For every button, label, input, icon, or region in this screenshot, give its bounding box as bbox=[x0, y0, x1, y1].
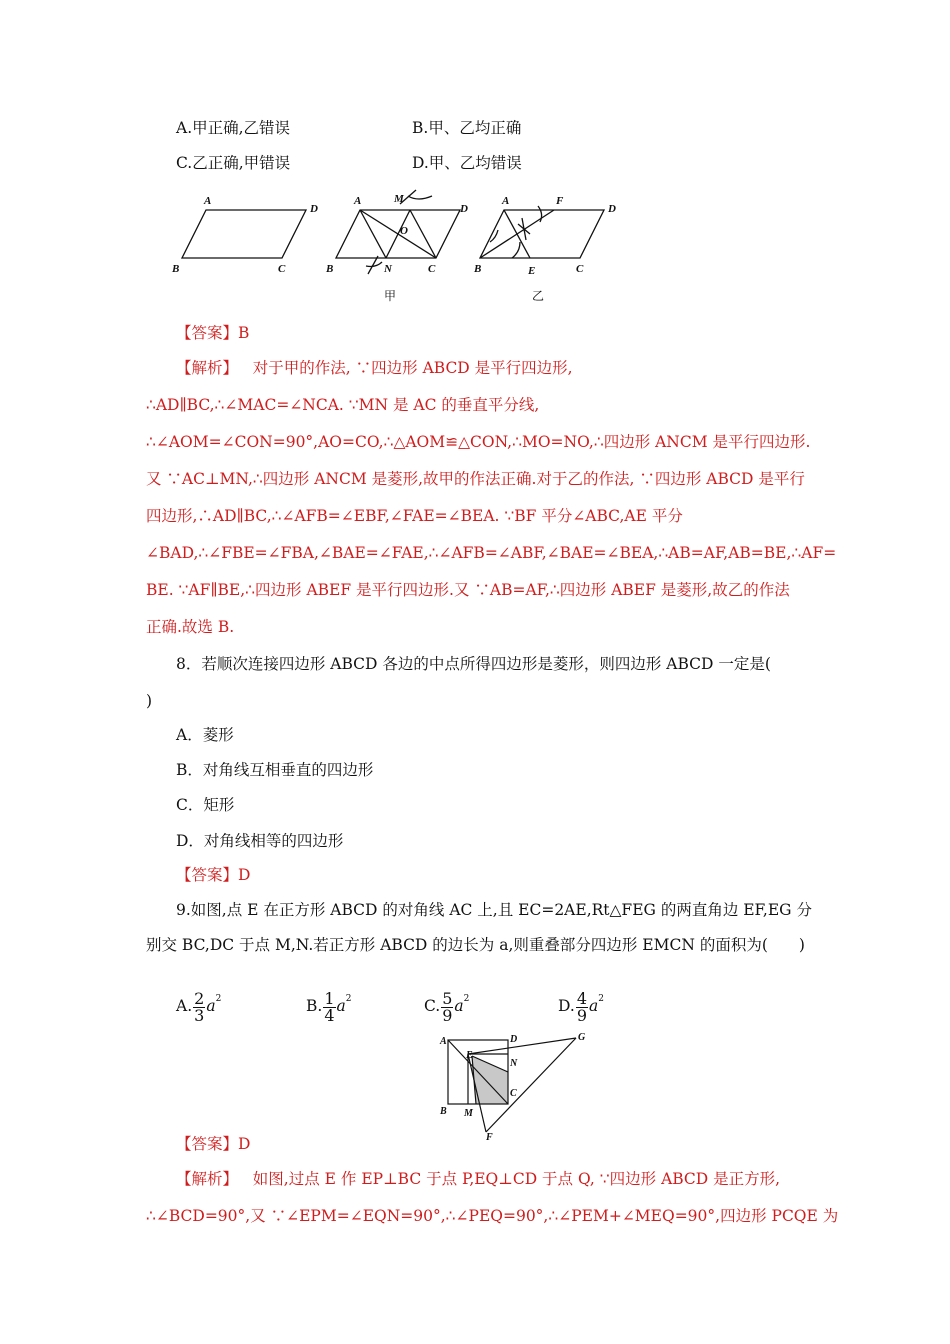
q7-analysis-line-5: 四边形,∴AD∥BC,∴∠AFB=∠EBF,∠FAE=∠BEA. ∵BF 平分∠ABC,AE 平分 bbox=[146, 507, 683, 525]
answer-value: B bbox=[238, 324, 250, 342]
q8-stem-end: ) bbox=[146, 692, 153, 710]
q9-label-n: N bbox=[510, 1058, 518, 1069]
q9-analysis-line-2: ∴∠BCD=90°,又 ∵∠EPM=∠EQN=90°,∴∠PEQ=90°,∴∠PEM+∠MEQ=90°,四边形 PCQE 为 bbox=[146, 1207, 839, 1225]
q9-label-f: F bbox=[486, 1132, 493, 1142]
fig2-label-d: D bbox=[460, 203, 468, 215]
fig2-label-b: B bbox=[326, 263, 334, 275]
analysis-tag: 【解析】 bbox=[176, 359, 239, 377]
q9-option-a: A. $\frac{2}{3}$ $a^2$ bbox=[176, 988, 222, 1025]
fig3-line-ae bbox=[504, 210, 530, 258]
q8-answer: 【答案】D bbox=[176, 866, 251, 884]
caption-yi: 乙 bbox=[532, 289, 545, 303]
q9-stem-line-1: 9.如图,点 E 在正方形 ABCD 的对角线 AC 上,且 EC=2AE,Rt△FEG 的两直角边 EF,EG 分 bbox=[176, 901, 812, 919]
fig2-label-o: O bbox=[400, 225, 408, 237]
fig3-label-b: B bbox=[474, 263, 482, 275]
q8-option-c: C．矩形 bbox=[176, 796, 235, 814]
q7-option-a: A.甲正确,乙错误 bbox=[176, 119, 291, 137]
fig3-label-d: D bbox=[608, 203, 616, 215]
fig1-label-a: A bbox=[204, 195, 212, 207]
q9-label-d: D bbox=[510, 1034, 518, 1045]
q9-analysis-line-1: 【解析】 如图,过点 E 作 EP⊥BC 于点 P,EQ⊥CD 于点 Q, ∵四边形 ABCD 是正方形, bbox=[176, 1170, 781, 1188]
q7-answer bbox=[176, 323, 249, 343]
q9-stem-line-2: 别交 BC,DC 于点 M,N.若正方形 ABCD 的边长为 a,则重叠部分四边形 EMCN 的面积为( ) bbox=[146, 936, 805, 954]
fig3-label-f: F bbox=[556, 195, 564, 207]
q7-analysis-line-8: 正确.故选 B. bbox=[146, 618, 235, 636]
fig3-label-e: E bbox=[528, 265, 536, 277]
q7-analysis-line-2: ∴AD∥BC,∴∠MAC=∠NCA. ∵MN 是 AC 的垂直平分线, bbox=[146, 396, 540, 414]
q9-answer: 【答案】D bbox=[176, 1135, 251, 1153]
fig2-label-c: C bbox=[428, 263, 436, 275]
caption-jia: 甲 bbox=[384, 289, 397, 303]
q7-option-c: C.乙正确,甲错误 bbox=[176, 154, 291, 172]
q7-option-b: B.甲、乙均正确 bbox=[412, 119, 522, 137]
fig2-label-m: M bbox=[394, 193, 404, 205]
q9-label-m: M bbox=[464, 1108, 473, 1119]
q8-option-b: B．对角线互相垂直的四边形 bbox=[176, 761, 374, 779]
fig3-label-c: C bbox=[576, 263, 584, 275]
fig1-label-c: C bbox=[278, 263, 286, 275]
fig2-line-mc bbox=[410, 210, 436, 258]
fig1-parallelogram bbox=[182, 210, 306, 258]
fig2-label-n: N bbox=[384, 263, 392, 275]
fig3-label-a: A bbox=[502, 195, 510, 207]
q7-figure bbox=[160, 182, 630, 310]
q7-analysis-line-1: 【解析】 对于甲的作法, ∵四边形 ABCD 是平行四边形, bbox=[176, 359, 573, 377]
fig1-label-b: B bbox=[172, 263, 180, 275]
q8-option-a: A．菱形 bbox=[176, 726, 234, 744]
q9-label-g: G bbox=[578, 1032, 586, 1043]
q9-label-c: C bbox=[510, 1088, 517, 1099]
q9-label-b: B bbox=[440, 1106, 447, 1117]
q7-analysis-line-6: ∠BAD,∴∠FBE=∠FBA,∠BAE=∠FAE,∴∠AFB=∠ABF,∠BAE=∠BEA,∴AB=AF,AB=BE,∴AF= bbox=[146, 544, 837, 562]
q7-option-d: D.甲、乙均错误 bbox=[412, 154, 522, 172]
fig2-line-am-n bbox=[360, 210, 386, 258]
q9-label-a: A bbox=[440, 1036, 447, 1047]
q8-stem: 8．若顺次连接四边形 ABCD 各边的中点所得四边形是菱形，则四边形 ABCD 一定是( bbox=[176, 655, 771, 673]
fig1-label-d: D bbox=[310, 203, 318, 215]
q7-analysis-line-7: BE. ∵AF∥BE,∴四边形 ABEF 是平行四边形.又 ∵AB=AF,∴四边形 ABEF 是菱形,故乙的作法 bbox=[146, 581, 790, 599]
q9-option-d: D. $\frac{4}{9}$ $a^2$ bbox=[558, 988, 604, 1025]
q9-option-b: B. $\frac{1}{4}$ $a^2$ bbox=[306, 988, 352, 1025]
q8-option-d: D．对角线相等的四边形 bbox=[176, 832, 344, 850]
q9-label-e: E bbox=[466, 1050, 473, 1061]
answer-tag: 【答案】 bbox=[176, 324, 239, 342]
q9-figure bbox=[436, 1030, 596, 1142]
q7-analysis-line-3: ∴∠AOM=∠CON=90°,AO=CO,∴△AOM≌△CON,∴MO=NO,∴四边形 ANCM 是平行四边形. bbox=[146, 433, 811, 451]
fig2-label-a: A bbox=[354, 195, 362, 207]
q7-analysis-line-4: 又 ∵AC⊥MN,∴四边形 ANCM 是菱形,故甲的作法正确.对于乙的作法, ∵四边形 ABCD 是平行 bbox=[146, 470, 805, 488]
q9-option-c: C. $\frac{5}{9}$ $a^2$ bbox=[424, 988, 470, 1025]
